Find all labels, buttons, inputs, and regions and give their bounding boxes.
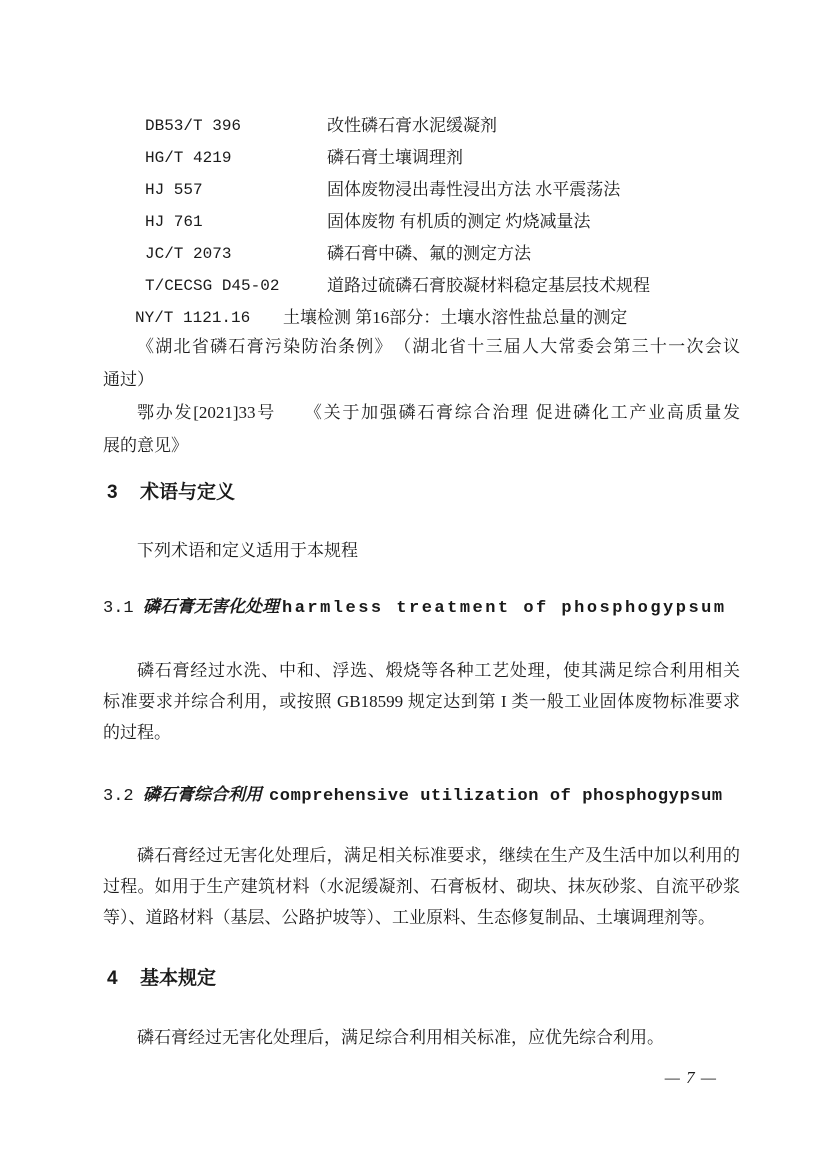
reference-title: 磷石膏中磷、氟的测定方法: [327, 244, 531, 263]
page-number: — 7 —: [664, 1068, 717, 1087]
reference-title: 固体废物 有机质的测定 灼烧减量法: [327, 212, 591, 231]
reference-row: [103, 238, 743, 270]
paragraph-line: 的过程。: [103, 723, 171, 742]
paragraph-line: 磷石膏经过无害化处理后，满足综合利用相关标准，应优先综合利用。: [137, 1028, 664, 1047]
reference-row: [103, 270, 743, 302]
reference-row: [103, 142, 743, 174]
terms-intro-paragraph: 下列术语和定义适用于本规程: [137, 541, 358, 560]
reference-code: DB53/T 396: [145, 117, 242, 135]
paragraph-line: 标准要求并综合利用，或按照 GB18599 规定达到第 I 类一般工业固体废物标准要求: [103, 692, 740, 711]
reference-code: T/CECSG D45-02: [145, 277, 280, 295]
policy-citations: [103, 330, 740, 462]
citation-line: 鄂办发[2021]33号 《关于加强磷石膏综合治理 促进磷化工产业高质量发: [137, 403, 740, 422]
term-name-en: comprehensive utilization of phosphogypsum: [269, 787, 723, 806]
section-number: 4: [107, 968, 118, 989]
term-3-2-definition: [103, 840, 740, 933]
reference-code: NY/T 1121.16: [135, 309, 251, 327]
section-4-heading: [107, 966, 216, 992]
term-name-zh: 磷石膏无害化处理: [143, 597, 279, 616]
paragraph-line: 磷石膏经过水洗、中和、浮选、煅烧等各种工艺处理，使其满足综合利用相关: [137, 661, 740, 680]
paragraph-line: 磷石膏经过无害化处理后，满足相关标准要求，继续在生产及生活中加以利用的: [137, 846, 740, 865]
paragraph-line: 过程。如用于生产建筑材料（水泥缓凝剂、石膏板材、砌块、抹灰砂浆、自流平砂浆: [103, 877, 740, 896]
reference-title: 土壤检测 第16部分：土壤水溶性盐总量的测定: [283, 308, 628, 327]
reference-title: 道路过硫磷石膏胶凝材料稳定基层技术规程: [327, 276, 650, 295]
reference-title: 磷石膏土壤调理剂: [327, 148, 463, 167]
reference-row: [103, 174, 743, 206]
reference-title: 固体废物浸出毒性浸出方法 水平震荡法: [327, 180, 621, 199]
normative-references-list: [103, 110, 743, 334]
term-number: 3.1: [103, 599, 134, 618]
reference-code: HJ 557: [145, 181, 203, 199]
reference-row: [103, 206, 743, 238]
section-number: 3: [107, 482, 118, 503]
term-3-1-definition: [103, 655, 740, 748]
citation-line: 《湖北省磷石膏污染防治条例》 （湖北省十三届人大常委会第三十一次会议: [137, 337, 740, 356]
section-3-heading: [107, 480, 235, 506]
reference-row: [103, 110, 743, 142]
section-title: 基本规定: [140, 968, 217, 989]
reference-code: JC/T 2073: [145, 245, 232, 263]
term-name-zh: 磷石膏综合利用: [143, 785, 262, 804]
section-4-paragraph: [103, 1022, 740, 1053]
paragraph-line: 等）、道路材料（基层、公路护坡等）、工业原料、生态修复制品、土壤调理剂等。: [103, 908, 715, 927]
term-3-1-heading: [103, 594, 763, 622]
term-number: 3.2: [103, 787, 134, 806]
reference-code: HG/T 4219: [145, 149, 232, 167]
term-3-2-heading: [103, 782, 763, 810]
reference-code: HJ 761: [145, 213, 203, 231]
citation-line: 展的意见》: [103, 436, 188, 455]
section-title: 术语与定义: [140, 482, 236, 503]
reference-title: 改性磷石膏水泥缓凝剂: [327, 116, 497, 135]
citation-line: 通过）: [103, 370, 154, 389]
term-name-en: harmless treatment of phosphogypsum: [282, 599, 727, 618]
